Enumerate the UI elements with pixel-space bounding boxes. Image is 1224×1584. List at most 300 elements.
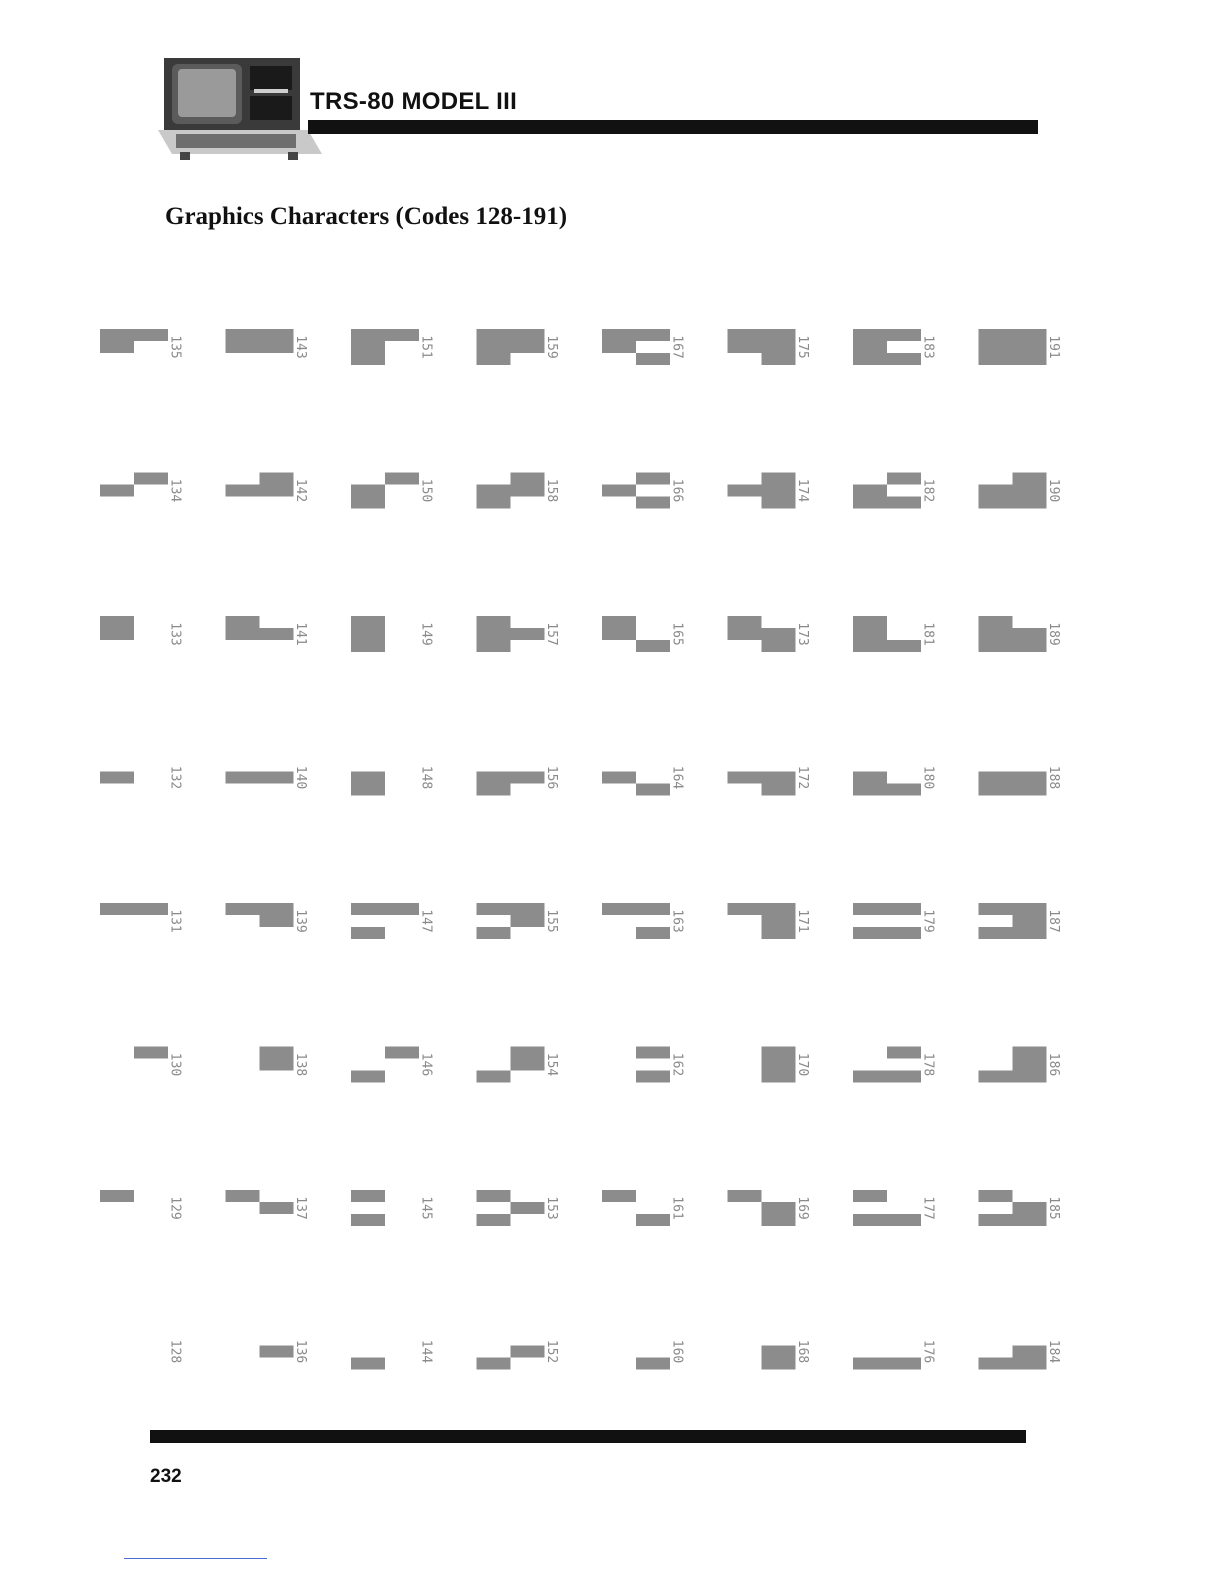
footer-underline [124, 1558, 267, 1559]
graphics-char-157 [477, 616, 560, 652]
graphics-char-130 [134, 1047, 183, 1077]
graphics-char-149 [351, 616, 434, 652]
char-code-label: 143 [293, 335, 308, 359]
char-code-label: 167 [669, 335, 685, 359]
char-code-label: 181 [920, 622, 936, 646]
char-135-block-0 [100, 329, 134, 341]
graphics-char-183 [853, 329, 936, 365]
char-185-block-3 [1013, 1202, 1047, 1214]
section-title: Graphics Characters (Codes 128-191) [165, 203, 568, 230]
char-code-label: 160 [669, 1339, 685, 1364]
graphics-char-177 [853, 1190, 936, 1226]
char-code-label: 164 [669, 765, 685, 790]
char-165-block-0 [602, 616, 636, 628]
char-166-block-2 [602, 485, 636, 497]
char-167-block-1 [636, 329, 670, 341]
graphics-char-174 [728, 473, 811, 509]
char-code-label: 165 [669, 622, 685, 646]
char-168-block-5 [762, 1358, 796, 1370]
graphics-char-172 [728, 766, 811, 796]
char-code-label: 163 [669, 909, 685, 933]
char-code-label: 190 [1046, 478, 1061, 503]
char-code-label: 177 [920, 1196, 936, 1220]
graphics-char-169 [728, 1190, 811, 1226]
char-161-block-5 [636, 1214, 670, 1226]
char-130-block-1 [134, 1047, 168, 1059]
char-code-label: 188 [1046, 765, 1061, 790]
char-173-block-5 [762, 640, 796, 652]
char-181-block-5 [887, 640, 921, 652]
char-code-label: 159 [544, 335, 559, 359]
char-153-block-4 [477, 1214, 511, 1226]
char-189-block-5 [1013, 640, 1047, 652]
char-159-block-4 [477, 353, 511, 365]
char-174-block-5 [762, 497, 796, 509]
char-162-block-5 [636, 1071, 670, 1083]
graphics-char-171 [728, 903, 811, 939]
graphics-char-148 [351, 766, 434, 796]
char-141-block-3 [260, 628, 294, 640]
graphics-char-139 [226, 903, 309, 933]
char-code-label: 183 [920, 335, 936, 359]
char-173-block-0 [728, 616, 762, 628]
char-code-label: 191 [1046, 335, 1061, 359]
char-151-block-2 [351, 341, 385, 353]
char-179-block-5 [887, 927, 921, 939]
graphics-char-128 [168, 1340, 183, 1363]
char-172-block-3 [762, 772, 796, 784]
char-code-label: 137 [293, 1196, 308, 1220]
char-181-block-0 [853, 616, 887, 628]
char-code-label: 145 [418, 1196, 434, 1220]
char-183-block-2 [853, 341, 887, 353]
char-191-block-1 [1013, 329, 1047, 341]
char-190-block-5 [1013, 497, 1047, 509]
char-code-label: 179 [920, 909, 936, 933]
char-149-block-2 [351, 628, 385, 640]
char-code-label: 178 [920, 1052, 936, 1077]
char-code-label: 161 [669, 1196, 685, 1220]
char-170-block-1 [762, 1047, 796, 1059]
char-152-block-3 [511, 1346, 545, 1358]
char-code-label: 153 [544, 1196, 559, 1220]
char-150-block-4 [351, 497, 385, 509]
char-191-block-2 [979, 341, 1013, 353]
char-172-block-5 [762, 784, 796, 796]
char-177-block-5 [887, 1214, 921, 1226]
char-159-block-3 [511, 341, 545, 353]
graphics-char-184 [979, 1340, 1062, 1370]
char-code-label: 147 [418, 909, 434, 933]
char-code-label: 157 [544, 622, 559, 646]
char-179-block-1 [887, 903, 921, 915]
char-152-block-4 [477, 1358, 511, 1370]
char-code-label: 158 [544, 478, 559, 503]
char-code-label: 141 [293, 622, 308, 646]
graphics-char-142 [226, 473, 309, 503]
char-189-block-4 [979, 640, 1013, 652]
graphics-char-144 [351, 1340, 434, 1370]
bottom-rule [150, 1430, 1026, 1443]
char-143-block-0 [226, 329, 260, 341]
char-154-block-4 [477, 1071, 511, 1083]
char-182-block-2 [853, 485, 887, 497]
char-158-block-4 [477, 497, 511, 509]
char-code-label: 134 [167, 478, 183, 503]
graphics-char-186 [979, 1047, 1062, 1083]
char-170-block-3 [762, 1059, 796, 1071]
graphics-char-151 [351, 329, 434, 365]
graphics-char-170 [762, 1047, 811, 1083]
char-code-label: 169 [795, 1196, 810, 1220]
char-code-label: 182 [920, 478, 936, 503]
char-147-block-0 [351, 903, 385, 915]
char-code-label: 149 [418, 622, 434, 646]
char-140-block-2 [226, 772, 260, 784]
char-190-block-3 [1013, 485, 1047, 497]
char-174-block-2 [728, 485, 762, 497]
char-163-block-0 [602, 903, 636, 915]
graphics-char-146 [351, 1047, 434, 1083]
char-158-block-2 [477, 485, 511, 497]
char-155-block-1 [511, 903, 545, 915]
char-186-block-5 [1013, 1071, 1047, 1083]
char-176-block-5 [887, 1358, 921, 1370]
char-157-block-0 [477, 616, 511, 628]
char-code-label: 135 [167, 335, 183, 359]
char-182-block-1 [887, 473, 921, 485]
graphics-char-154 [477, 1047, 560, 1083]
char-140-block-3 [260, 772, 294, 784]
char-158-block-3 [511, 485, 545, 497]
graphics-char-143 [226, 329, 309, 359]
char-169-block-3 [762, 1202, 796, 1214]
char-151-block-1 [385, 329, 419, 341]
char-135-block-1 [134, 329, 168, 341]
char-code-label: 138 [293, 1052, 308, 1077]
char-141-block-2 [226, 628, 260, 640]
char-159-block-1 [511, 329, 545, 341]
char-136-block-3 [260, 1346, 294, 1358]
char-171-block-5 [762, 927, 796, 939]
char-code-label: 152 [544, 1339, 559, 1364]
graphics-char-160 [636, 1340, 685, 1370]
char-138-block-1 [260, 1047, 294, 1059]
graphics-char-161 [602, 1190, 685, 1226]
char-code-label: 131 [167, 909, 183, 933]
graphics-char-191 [979, 329, 1062, 365]
char-187-block-1 [1013, 903, 1047, 915]
char-148-block-2 [351, 772, 385, 784]
graphics-char-176 [853, 1340, 936, 1370]
char-code-label: 166 [669, 478, 685, 503]
char-182-block-4 [853, 497, 887, 509]
char-144-block-4 [351, 1358, 385, 1370]
char-code-label: 176 [920, 1339, 936, 1364]
char-185-block-0 [979, 1190, 1013, 1202]
char-178-block-5 [887, 1071, 921, 1083]
char-code-label: 184 [1046, 1339, 1061, 1364]
char-156-block-4 [477, 784, 511, 796]
char-132-block-2 [100, 772, 134, 784]
char-191-block-4 [979, 353, 1013, 365]
char-code-label: 151 [418, 335, 434, 359]
graphics-char-158 [477, 473, 560, 509]
char-code-label: 156 [544, 765, 559, 790]
char-155-block-4 [477, 927, 511, 939]
graphics-char-152 [477, 1340, 560, 1370]
char-175-block-0 [728, 329, 762, 341]
graphics-char-133 [100, 616, 183, 646]
char-150-block-1 [385, 473, 419, 485]
char-191-block-3 [1013, 341, 1047, 353]
char-158-block-1 [511, 473, 545, 485]
char-code-label: 173 [795, 622, 810, 646]
char-code-label: 136 [293, 1339, 308, 1364]
char-178-block-4 [853, 1071, 887, 1083]
char-189-block-3 [1013, 628, 1047, 640]
char-150-block-2 [351, 485, 385, 497]
char-131-block-1 [134, 903, 168, 915]
char-129-block-0 [100, 1190, 134, 1202]
char-code-label: 187 [1046, 909, 1061, 933]
graphics-char-159 [477, 329, 560, 365]
char-code-label: 170 [795, 1052, 810, 1077]
graphics-char-141 [226, 616, 309, 646]
char-171-block-1 [762, 903, 796, 915]
char-code-label: 128 [167, 1339, 183, 1364]
char-166-block-1 [636, 473, 670, 485]
char-184-block-3 [1013, 1346, 1047, 1358]
char-139-block-0 [226, 903, 260, 915]
char-137-block-3 [260, 1202, 294, 1214]
char-code-label: 142 [293, 478, 308, 503]
char-186-block-1 [1013, 1047, 1047, 1059]
char-179-block-0 [853, 903, 887, 915]
graphics-char-168 [762, 1340, 811, 1370]
char-142-block-3 [260, 485, 294, 497]
graphics-char-129 [100, 1190, 183, 1220]
graphics-char-155 [477, 903, 560, 939]
char-139-block-3 [260, 915, 294, 927]
char-180-block-4 [853, 784, 887, 796]
char-153-block-3 [511, 1202, 545, 1214]
char-151-block-0 [351, 329, 385, 341]
char-162-block-1 [636, 1047, 670, 1059]
graphics-char-173 [728, 616, 811, 652]
char-164-block-5 [636, 784, 670, 796]
char-177-block-4 [853, 1214, 887, 1226]
char-147-block-4 [351, 927, 385, 939]
graphics-char-185 [979, 1190, 1062, 1226]
char-code-label: 155 [544, 909, 559, 933]
char-code-label: 172 [795, 765, 810, 790]
char-171-block-0 [728, 903, 762, 915]
char-code-label: 174 [795, 478, 810, 503]
char-code-label: 130 [167, 1052, 183, 1077]
char-175-block-3 [762, 341, 796, 353]
char-190-block-1 [1013, 473, 1047, 485]
char-177-block-0 [853, 1190, 887, 1202]
char-code-label: 186 [1046, 1052, 1061, 1077]
char-183-block-0 [853, 329, 887, 341]
char-157-block-2 [477, 628, 511, 640]
char-187-block-5 [1013, 927, 1047, 939]
char-142-block-1 [260, 473, 294, 485]
char-173-block-3 [762, 628, 796, 640]
char-178-block-1 [887, 1047, 921, 1059]
char-153-block-0 [477, 1190, 511, 1202]
char-188-block-5 [1013, 784, 1047, 796]
char-code-label: 133 [167, 622, 183, 646]
char-code-label: 144 [418, 1339, 434, 1364]
char-183-block-1 [887, 329, 921, 341]
graphics-char-189 [979, 616, 1062, 652]
char-138-block-3 [260, 1059, 294, 1071]
char-183-block-4 [853, 353, 887, 365]
char-156-block-2 [477, 772, 511, 784]
graphics-char-138 [260, 1047, 309, 1077]
graphics-char-131 [100, 903, 183, 933]
char-code-label: 129 [167, 1196, 183, 1220]
char-143-block-1 [260, 329, 294, 341]
char-173-block-2 [728, 628, 762, 640]
char-code-label: 189 [1046, 622, 1061, 646]
graphics-char-182 [853, 473, 936, 509]
char-188-block-2 [979, 772, 1013, 784]
char-176-block-4 [853, 1358, 887, 1370]
graphics-char-188 [979, 766, 1062, 796]
char-185-block-4 [979, 1214, 1013, 1226]
char-169-block-5 [762, 1214, 796, 1226]
char-154-block-3 [511, 1059, 545, 1071]
char-155-block-3 [511, 915, 545, 927]
char-159-block-2 [477, 341, 511, 353]
char-code-label: 154 [544, 1052, 559, 1077]
char-code-label: 171 [795, 909, 810, 933]
char-186-block-4 [979, 1071, 1013, 1083]
char-180-block-2 [853, 772, 887, 784]
char-code-label: 146 [418, 1052, 434, 1077]
char-161-block-0 [602, 1190, 636, 1202]
char-183-block-5 [887, 353, 921, 365]
char-165-block-2 [602, 628, 636, 640]
char-149-block-4 [351, 640, 385, 652]
char-154-block-1 [511, 1047, 545, 1059]
char-167-block-5 [636, 353, 670, 365]
char-188-block-4 [979, 784, 1013, 796]
graphics-char-137 [226, 1190, 309, 1220]
char-code-label: 148 [418, 765, 434, 790]
graphics-char-150 [351, 473, 434, 509]
char-137-block-0 [226, 1190, 260, 1202]
char-163-block-1 [636, 903, 670, 915]
char-165-block-5 [636, 640, 670, 652]
char-169-block-0 [728, 1190, 762, 1202]
char-145-block-0 [351, 1190, 385, 1202]
char-code-label: 132 [167, 765, 183, 790]
char-code-label: 162 [669, 1052, 685, 1077]
graphics-char-147 [351, 903, 434, 939]
char-148-block-4 [351, 784, 385, 796]
char-146-block-4 [351, 1071, 385, 1083]
char-143-block-3 [260, 341, 294, 353]
char-191-block-0 [979, 329, 1013, 341]
graphics-char-179 [853, 903, 936, 939]
char-190-block-2 [979, 485, 1013, 497]
char-133-block-0 [100, 616, 134, 628]
char-187-block-0 [979, 903, 1013, 915]
char-142-block-2 [226, 485, 260, 497]
char-141-block-0 [226, 616, 260, 628]
graphics-char-181 [853, 616, 936, 652]
char-175-block-2 [728, 341, 762, 353]
graphics-char-165 [602, 616, 685, 652]
char-133-block-2 [100, 628, 134, 640]
char-167-block-2 [602, 341, 636, 353]
graphics-char-175 [728, 329, 811, 365]
char-134-block-1 [134, 473, 168, 485]
char-172-block-2 [728, 772, 762, 784]
char-175-block-1 [762, 329, 796, 341]
char-146-block-1 [385, 1047, 419, 1059]
graphics-char-156 [477, 766, 560, 796]
char-159-block-0 [477, 329, 511, 341]
char-187-block-3 [1013, 915, 1047, 927]
char-143-block-2 [226, 341, 260, 353]
char-code-label: 185 [1046, 1196, 1061, 1220]
char-code-label: 175 [795, 335, 810, 359]
graphics-char-135 [100, 329, 183, 359]
graphics-char-136 [260, 1340, 309, 1363]
char-174-block-1 [762, 473, 796, 485]
char-189-block-0 [979, 616, 1013, 628]
char-186-block-3 [1013, 1059, 1047, 1071]
char-147-block-1 [385, 903, 419, 915]
char-155-block-0 [477, 903, 511, 915]
graphics-char-132 [100, 766, 183, 789]
char-167-block-0 [602, 329, 636, 341]
graphics-char-164 [602, 766, 685, 796]
char-179-block-4 [853, 927, 887, 939]
char-149-block-0 [351, 616, 385, 628]
char-184-block-5 [1013, 1358, 1047, 1370]
char-164-block-2 [602, 772, 636, 784]
char-157-block-3 [511, 628, 545, 640]
char-180-block-5 [887, 784, 921, 796]
char-166-block-5 [636, 497, 670, 509]
char-187-block-4 [979, 927, 1013, 939]
char-191-block-5 [1013, 353, 1047, 365]
char-134-block-2 [100, 485, 134, 497]
char-182-block-5 [887, 497, 921, 509]
graphics-char-167 [602, 329, 685, 365]
char-code-label: 139 [293, 909, 308, 933]
char-156-block-3 [511, 772, 545, 784]
graphics-char-134 [100, 473, 183, 503]
char-190-block-4 [979, 497, 1013, 509]
char-174-block-3 [762, 485, 796, 497]
char-160-block-5 [636, 1358, 670, 1370]
graphics-char-190 [979, 473, 1062, 509]
char-188-block-3 [1013, 772, 1047, 784]
char-168-block-3 [762, 1346, 796, 1358]
header-title: TRS-80 MODEL III [310, 88, 518, 115]
graphics-char-153 [477, 1190, 560, 1226]
char-170-block-5 [762, 1071, 796, 1083]
graphics-char-166 [602, 473, 685, 509]
graphics-char-162 [636, 1047, 685, 1083]
